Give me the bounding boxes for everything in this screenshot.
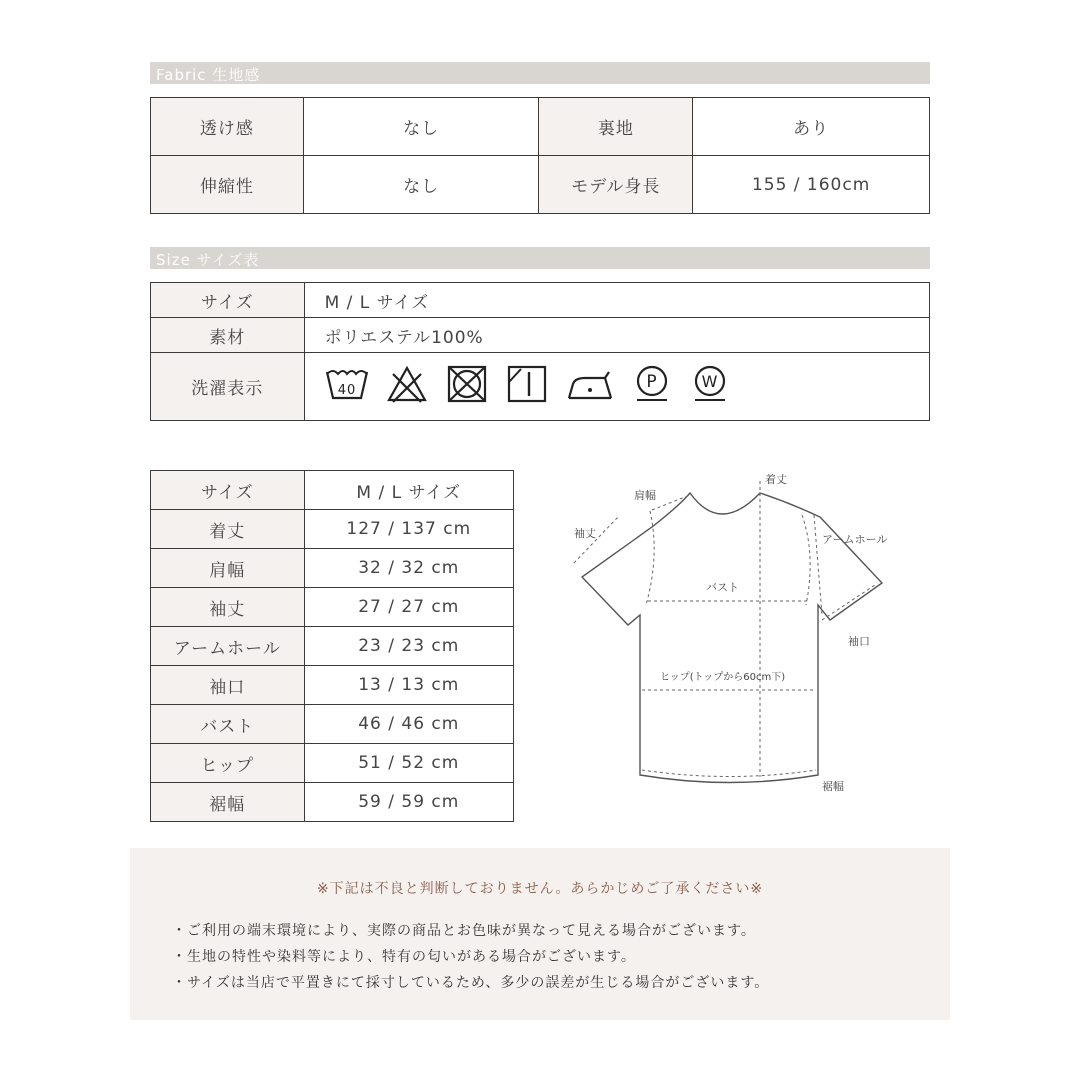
sleeve-label: 袖丈 xyxy=(574,527,596,540)
sheerness-value: なし xyxy=(303,98,539,156)
table-row xyxy=(151,283,930,318)
size-value: M / L サイズ xyxy=(304,283,929,318)
dry-clean-p-icon xyxy=(631,364,673,404)
bust-label: バスト xyxy=(706,581,739,594)
table-row xyxy=(151,627,514,666)
hip-label: ヒップ(トップから60cm下) xyxy=(660,672,786,683)
cuff-measure-line xyxy=(822,585,875,620)
table-row xyxy=(151,353,930,421)
row-label: 肩幅 xyxy=(151,549,305,588)
lining-value: あり xyxy=(693,98,930,156)
row-value: 23 / 23 cm xyxy=(304,627,513,666)
row-label: 裾幅 xyxy=(151,783,305,822)
row-label: アームホール xyxy=(151,627,305,666)
material-label: 素材 xyxy=(151,318,305,353)
table-row xyxy=(151,783,514,822)
notes-box xyxy=(130,848,950,1020)
notes-heading: ※下記は不良と判断しておりません。あらかじめご了承ください※ xyxy=(316,881,764,897)
armhole-measure-line xyxy=(814,515,822,615)
table-row xyxy=(151,666,514,705)
table-header-row xyxy=(151,471,514,510)
row-label: 着丈 xyxy=(151,510,305,549)
row-value: 59 / 59 cm xyxy=(304,783,513,822)
material-value: ポリエステル100% xyxy=(304,318,929,353)
iron-low-icon xyxy=(565,364,615,404)
stretch-value: なし xyxy=(303,156,539,214)
hem-measure-line xyxy=(642,770,816,777)
fabric-section-bar xyxy=(150,62,930,84)
care-icons xyxy=(304,353,929,421)
table-row xyxy=(151,510,514,549)
line-dry-icon xyxy=(505,364,549,404)
shoulder-label: 肩幅 xyxy=(634,489,656,502)
notes-line: ・生地の特性や染料等により、特有の匂いがある場合がございます。 xyxy=(172,949,636,965)
size-info-table xyxy=(150,282,930,421)
size-header-label: サイズ xyxy=(151,471,305,510)
cuff-label: 袖口 xyxy=(848,635,870,648)
size-measurement-table xyxy=(150,470,514,822)
notes-line: ・サイズは当店で平置きにて採寸しているため、多少の誤差が生じる場合がございます。 xyxy=(172,975,770,991)
size-label: サイズ xyxy=(151,283,305,318)
care-label: 洗濯表示 xyxy=(151,353,305,421)
model-height-value: 155 / 160cm xyxy=(693,156,930,214)
notes-line: ・ご利用の端末環境により、実際の商品とお色味が異なって見える場合がございます。 xyxy=(172,923,756,939)
shoulder-measure-line xyxy=(652,495,690,510)
row-value: 51 / 52 cm xyxy=(304,744,513,783)
row-label: バスト xyxy=(151,705,305,744)
sheerness-label: 透け感 xyxy=(151,98,304,156)
wet-clean-letter: W xyxy=(701,372,719,391)
no-bleach-icon xyxy=(385,364,429,404)
wet-clean-w-icon xyxy=(689,364,731,404)
wash-40-icon xyxy=(325,364,369,404)
no-tumble-dry-icon xyxy=(445,364,489,404)
table-row xyxy=(151,705,514,744)
armhole-label: アームホール xyxy=(822,533,888,546)
right-armhole-line xyxy=(802,515,810,605)
size-section-title: Size サイズ表 xyxy=(156,251,260,269)
fabric-section-title: Fabric 生地感 xyxy=(156,66,261,84)
garment-diagram xyxy=(560,465,920,805)
table-row xyxy=(151,549,514,588)
model-height-label: モデル身長 xyxy=(539,156,693,214)
hem-label: 裾幅 xyxy=(822,780,844,793)
row-value: 46 / 46 cm xyxy=(304,705,513,744)
length-label: 着丈 xyxy=(765,473,787,486)
table-row xyxy=(151,744,514,783)
stretch-label: 伸縮性 xyxy=(151,156,304,214)
size-section-bar xyxy=(150,247,930,269)
row-label: 袖口 xyxy=(151,666,305,705)
lining-label: 裏地 xyxy=(539,98,693,156)
row-value: 27 / 27 cm xyxy=(304,588,513,627)
fabric-table xyxy=(150,97,930,214)
row-label: 袖丈 xyxy=(151,588,305,627)
row-value: 13 / 13 cm xyxy=(304,666,513,705)
table-row xyxy=(151,588,514,627)
row-label: ヒップ xyxy=(151,744,305,783)
row-value: 127 / 137 cm xyxy=(304,510,513,549)
wash-temp-text: 40 xyxy=(337,383,356,398)
row-value: 32 / 32 cm xyxy=(304,549,513,588)
table-row xyxy=(151,156,930,214)
table-row xyxy=(151,318,930,353)
size-header-value: M / L サイズ xyxy=(304,471,513,510)
dry-clean-letter: P xyxy=(645,372,658,392)
left-armhole-line xyxy=(646,511,654,605)
table-row xyxy=(151,98,930,156)
